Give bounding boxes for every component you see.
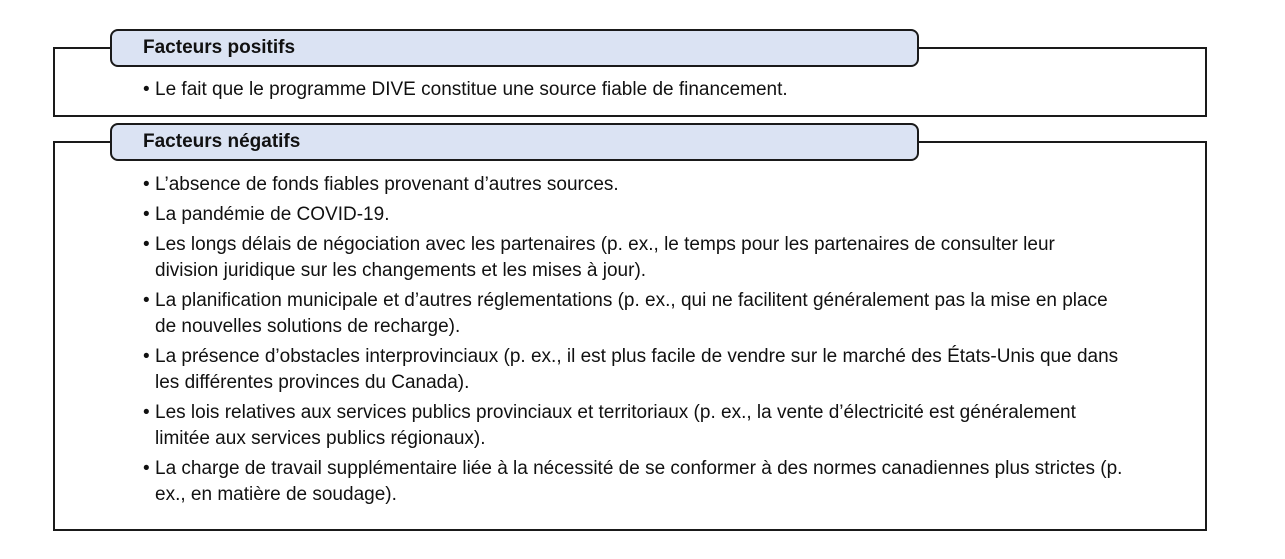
positive-factors-header: Facteurs positifs [110, 29, 919, 67]
positive-factors-list [143, 77, 1183, 107]
list-item: • Les longs délais de négociation avec les partenaires (p. ex., le temps pour les partenaires de consulter leur division juridique sur les changements et les mises à jour). [143, 232, 1123, 284]
list-item: • Les lois relatives aux services publics provinciaux et territoriaux (p. ex., la vente d’électricité est généralement limitée aux services publics régionaux). [143, 400, 1123, 452]
list-item: • La charge de travail supplémentaire liée à la nécessité de se conformer à des normes canadiennes plus strictes (p. ex., en matière de soudage). [143, 456, 1123, 508]
list-item: • La pandémie de COVID-19. [143, 202, 1123, 228]
negative-factors-list [143, 172, 1123, 512]
negative-factors-panel [53, 141, 1207, 531]
list-item: • Le fait que le programme DIVE constitue une source fiable de financement. [143, 77, 1183, 103]
list-item: • La présence d’obstacles interprovinciaux (p. ex., il est plus facile de vendre sur le marché des États-Unis que dans les différentes provinces du Canada). [143, 344, 1123, 396]
list-item: • La planification municipale et d’autres réglementations (p. ex., qui ne facilitent généralement pas la mise en place de nouvelles solutions de recharge). [143, 288, 1123, 340]
list-item: • L’absence de fonds fiables provenant d’autres sources. [143, 172, 1123, 198]
negative-factors-header: Facteurs négatifs [110, 123, 919, 161]
